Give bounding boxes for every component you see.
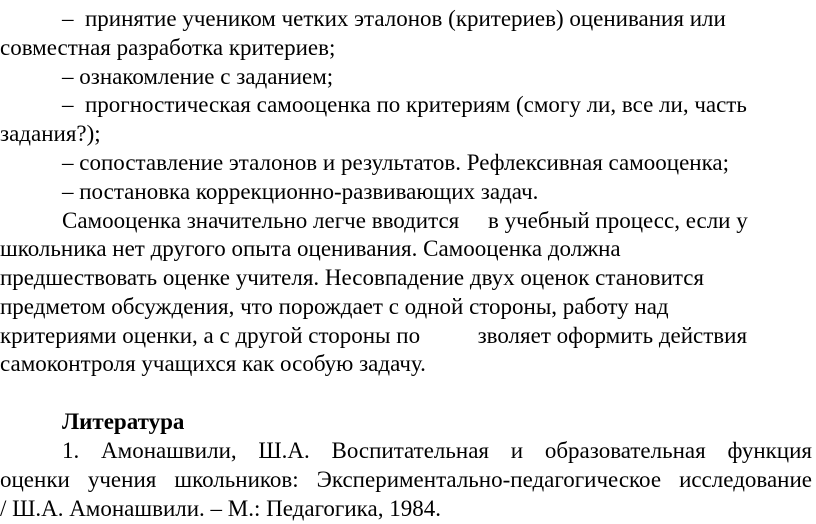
- paragraph-line: критериями оценки, а с другой стороны по зволяет оформить действия: [0, 323, 748, 348]
- paragraph-line: Самооценка значительно легче вводится в учебный процесс, если у: [62, 208, 748, 233]
- reference-entry-continuation: / Ш.А. Амонашвили. – М.: Педагогика, 1984.: [0, 496, 441, 521]
- list-item-prognostic-self-assessment: – прогностическая самооценка по критериям (смогу ли, все ли, часть: [62, 92, 747, 117]
- reference-entry: 1. Амонашвили, Ш.А. Воспитательная и образовательная функция: [62, 438, 812, 463]
- paragraph-line: предметом обсуждения, что порождает с одной стороны, работу над: [0, 294, 669, 319]
- paragraph-line: самоконтроля учащихся как особую задачу.: [0, 351, 426, 376]
- list-item-comparison: – сопоставление эталонов и результатов. Рефлексивная самооценка;: [62, 150, 730, 175]
- list-item-criteria-acceptance: – принятие учеником четких эталонов (критериев) оценивания или: [62, 6, 726, 31]
- list-item-continuation: задания?);: [0, 121, 101, 146]
- list-item-task-familiarization: – ознакомление с заданием;: [62, 64, 334, 89]
- list-item-continuation: совместная разработка критериев;: [0, 35, 336, 60]
- paragraph-line: предшествовать оценке учителя. Несовпадение двух оценок становится: [0, 265, 704, 290]
- reference-entry-continuation: оценки учения школьников: Экспериментально-педагогическое исследование: [0, 467, 812, 492]
- literature-heading: Литература: [62, 409, 185, 434]
- paragraph-line: школьника нет другого опыта оценивания. Самооценка должна: [0, 236, 621, 261]
- list-item-correction-tasks: – постановка коррекционно-развивающих задач.: [62, 179, 539, 204]
